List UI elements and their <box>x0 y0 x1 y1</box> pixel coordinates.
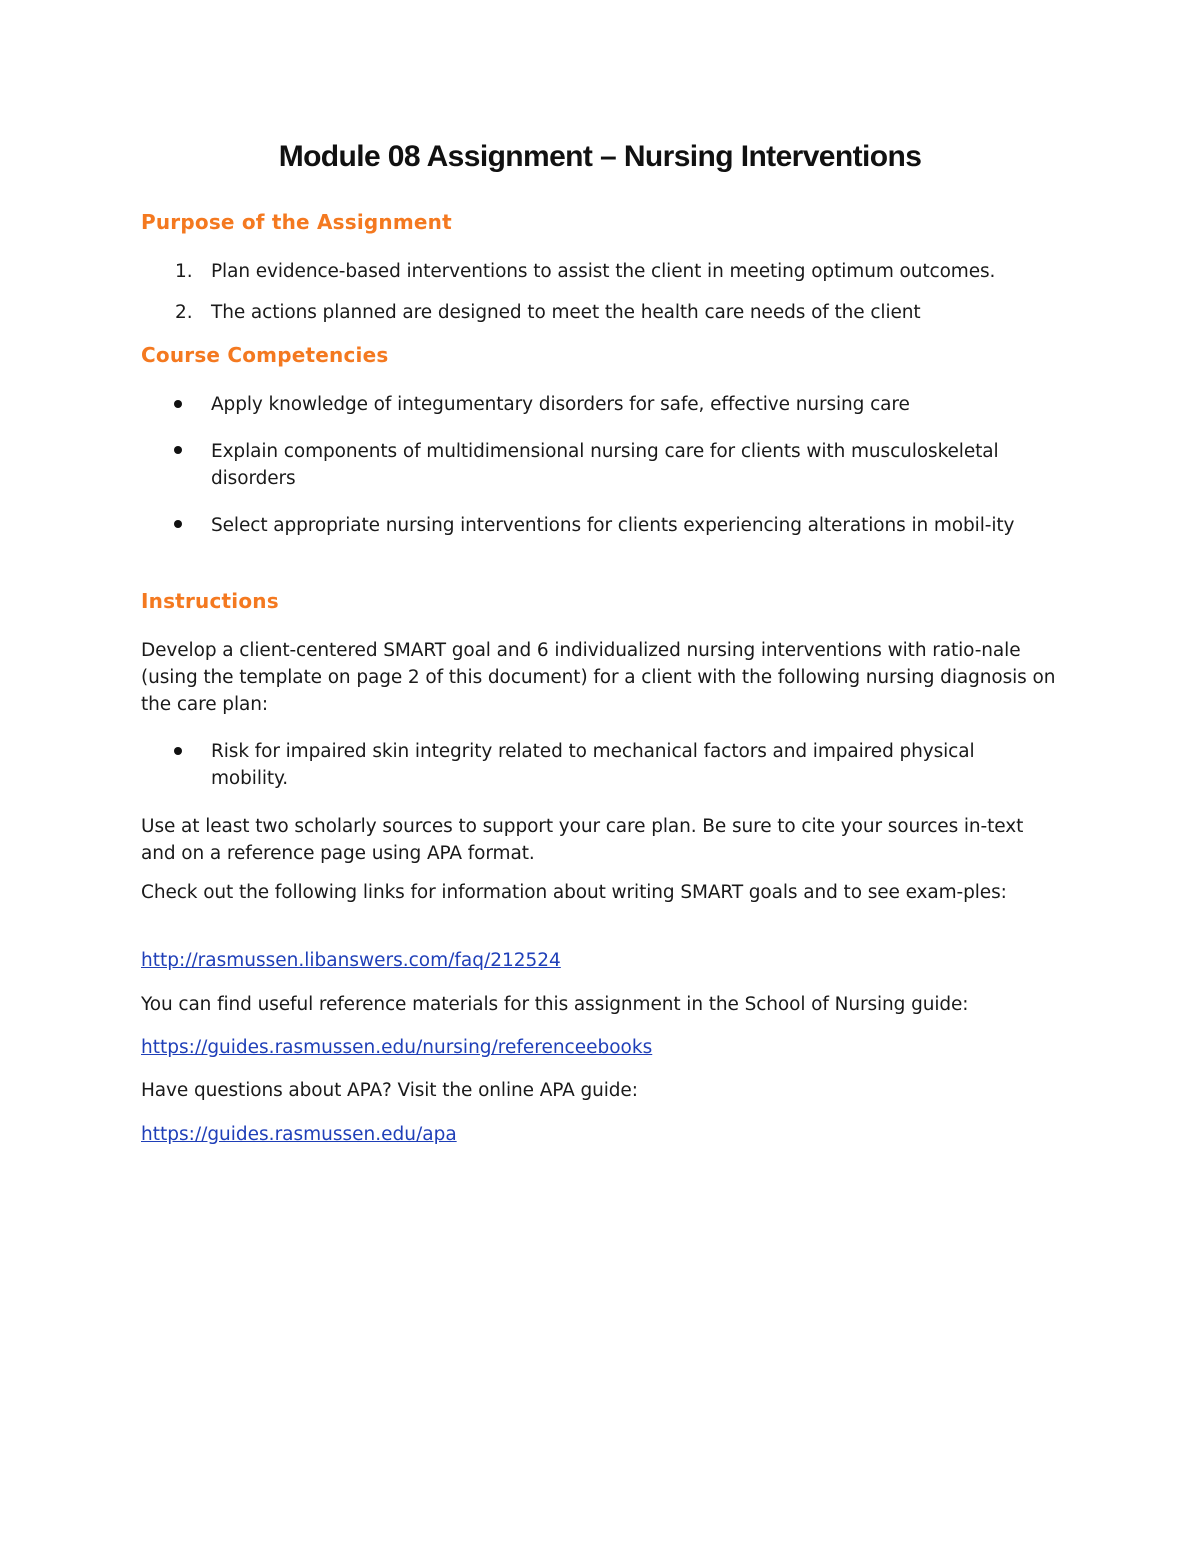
smart-note: Check out the following links for information about writing SMART goals and to see exam-ples: <box>141 882 1007 903</box>
competency-item-2: Explain components of multidimensional nursing care for clients with musculoskeletal disorders <box>211 441 999 489</box>
list-marker-1: 1. <box>175 261 193 282</box>
bullet-icon <box>174 400 182 408</box>
bullet-icon <box>174 520 182 528</box>
purpose-item-2: The actions planned are designed to meet the health care needs of the client <box>211 302 921 323</box>
instructions-intro: Develop a client-centered SMART goal and 6 individualized nursing interventions with ratio-nale (using the template on page 2 of this document) for a client with the following nursing diagnosis on the care plan: <box>141 640 1056 715</box>
competencies-heading: Course Competencies <box>141 343 389 367</box>
apa-note: Have questions about APA? Visit the online APA guide: <box>141 1080 638 1101</box>
sources-paragraph: Use at least two scholarly sources to support your care plan. Be sure to cite your sources in-text and on a reference page using APA format. <box>141 816 1024 864</box>
apa-guide-link[interactable]: https://guides.rasmussen.edu/apa <box>141 1124 457 1145</box>
bullet-icon <box>174 446 182 454</box>
instructions-heading: Instructions <box>141 589 279 613</box>
competency-item-1: Apply knowledge of integumentary disorders for safe, effective nursing care <box>211 394 910 415</box>
purpose-heading: Purpose of the Assignment <box>141 210 452 234</box>
page-title: Module 08 Assignment – Nursing Interventions <box>278 140 922 173</box>
smart-goals-link[interactable]: http://rasmussen.libanswers.com/faq/212524 <box>141 950 561 971</box>
list-marker-2: 2. <box>175 302 193 323</box>
purpose-item-1: Plan evidence-based interventions to assist the client in meeting optimum outcomes. <box>211 261 996 282</box>
reference-ebooks-link[interactable]: https://guides.rasmussen.edu/nursing/referenceebooks <box>141 1037 653 1058</box>
reference-note: You can find useful reference materials for this assignment in the School of Nursing guide: <box>141 994 969 1015</box>
diagnosis-item: Risk for impaired skin integrity related to mechanical factors and impaired physical mobility. <box>211 741 975 789</box>
competency-item-3: Select appropriate nursing interventions for clients experiencing alterations in mobil-ity <box>211 515 1015 536</box>
bullet-icon <box>174 747 182 755</box>
